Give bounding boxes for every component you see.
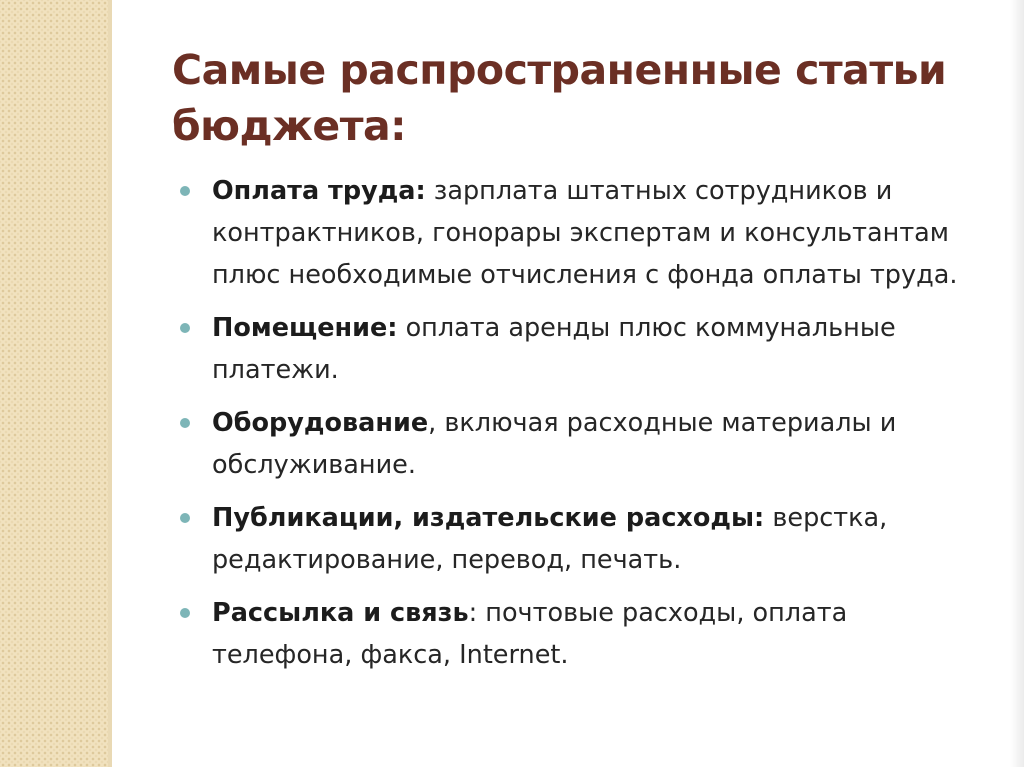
bullet-text: : почтовые расходы, оплата телефона, факса, Internet.	[212, 598, 848, 670]
bullet-text: зарплата штатных сотрудников и контрактников, гонорары экспертам и консультантам плюс необходимые отчисления с фонда оплаты труда.	[212, 176, 958, 290]
bullet-term: Публикации, издательские расходы:	[212, 503, 765, 533]
bullet-item-mailing	[178, 592, 978, 676]
bullet-term: Рассылка и связь	[212, 598, 469, 628]
bullet-dot-icon	[180, 186, 190, 196]
bullet-term: Помещение:	[212, 313, 398, 343]
bullet-text: , включая расходные материалы и обслуживание.	[212, 408, 897, 480]
bullet-item-publications	[178, 497, 978, 581]
bullet-dot-icon	[180, 513, 190, 523]
bullet-text: верстка, редактирование, перевод, печать.	[212, 503, 888, 575]
bullet-item-equipment	[178, 402, 978, 486]
bullet-dot-icon	[180, 608, 190, 618]
bullet-item-labor	[178, 170, 978, 296]
bullet-text: оплата аренды плюс коммунальные платежи.	[212, 313, 896, 385]
bullet-dot-icon	[180, 323, 190, 333]
decorative-side-band	[0, 0, 108, 767]
bullet-item-premises	[178, 307, 978, 391]
slide-edge-shadow	[1010, 0, 1024, 767]
side-divider	[108, 0, 112, 767]
slide-title: Самые распространенные статьи бюджета:	[172, 46, 947, 150]
bullet-dot-icon	[180, 418, 190, 428]
bullet-list	[178, 170, 978, 687]
bullet-term: Оборудование	[212, 408, 429, 438]
bullet-term: Оплата труда:	[212, 176, 426, 206]
